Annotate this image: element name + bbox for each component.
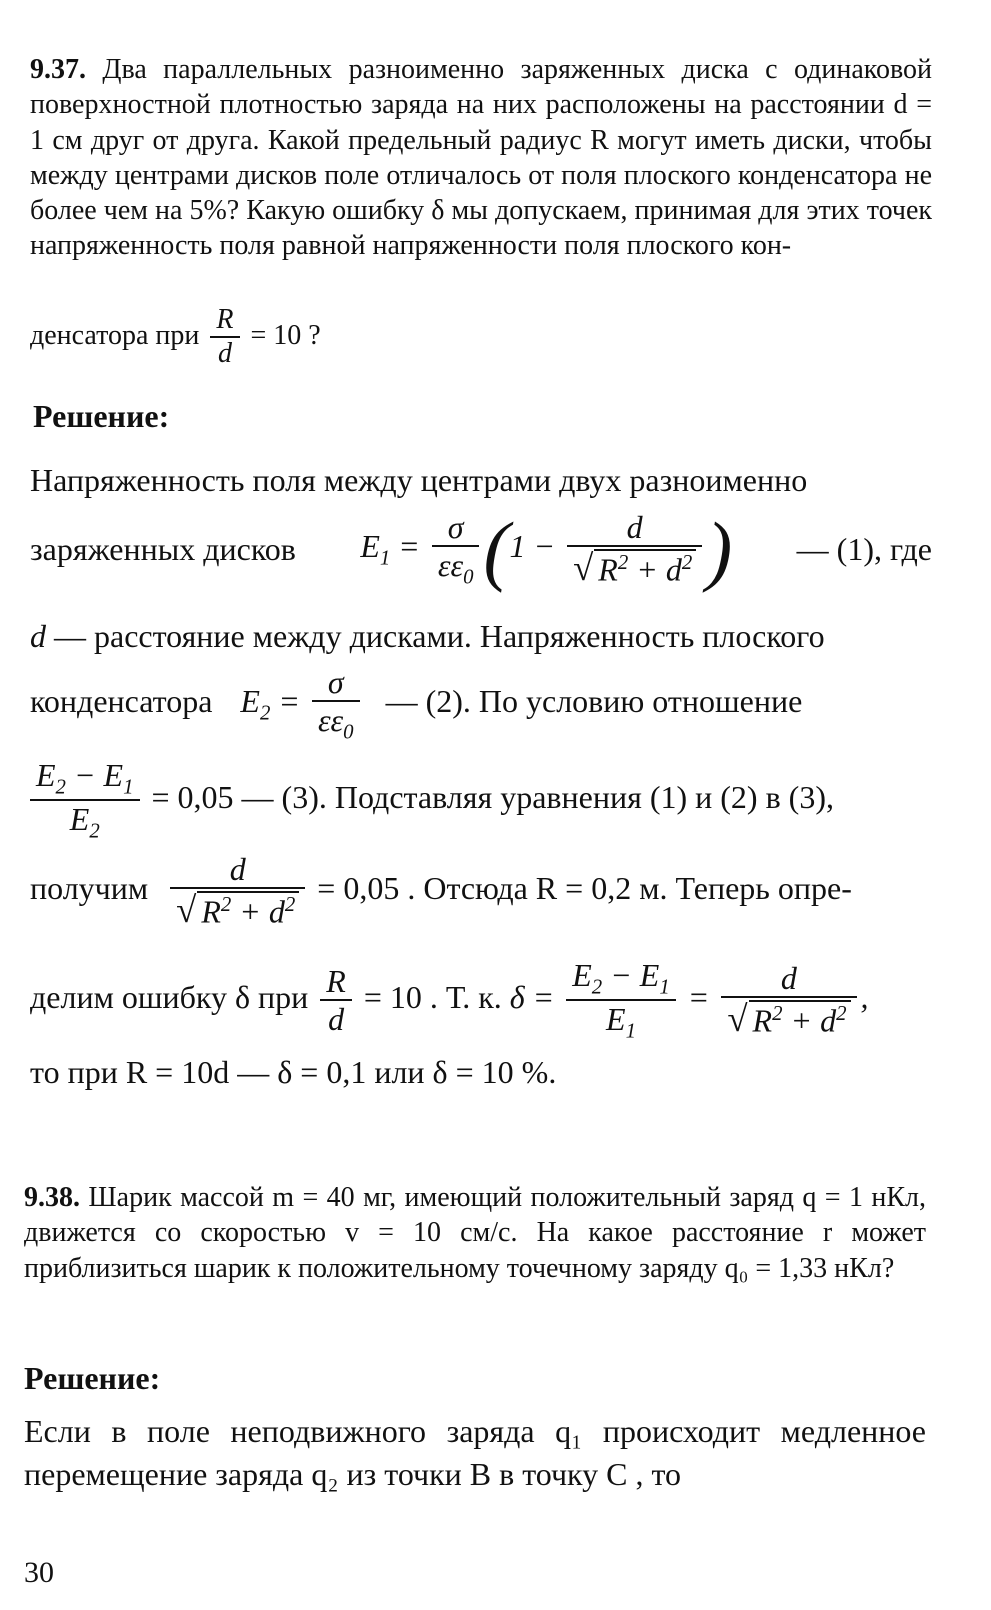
problem-9-38 — [24, 1180, 926, 1286]
solution-heading: Решение: — [24, 1360, 161, 1396]
solution-9-38-text: Если в поле неподвижного заряда q₁ происходит медленное перемещение заряда q₂ из точки B в точку C , то — [24, 1413, 926, 1493]
solution-line-3: d — расстояние между дисками. Напряженность плоского — [30, 618, 825, 654]
problem-number: 9.37. — [30, 54, 86, 85]
solution-line-6: получим $\frac{d}{√ R^2 + d^2}$ = 0,05 . Отсюда R = 0,2 м. Теперь опре- — [30, 851, 852, 931]
problem-9-37 — [30, 52, 932, 264]
problem-text: Два параллельных разноименно заряженных диска с одинаковой поверхностной плотностью заряда на них расположены на расстоянии d = 1 см друг от друга. Какой предельный радиус R могут иметь диски, чтобы между центрами дисков поле отличалось от поля плоского конденсатора не более чем на 5%? Какую ошибку δ мы допускаем, принимая для этих точек напряженность поля равной напряженности поля плоского кон- — [30, 54, 933, 262]
solution-heading: Решение: — [33, 398, 170, 434]
solution-line-2: заряженных дисков $E_1$ = $\frac{\sigma}{\varepsilon\varepsilon_0}$ (1 − $\frac{d}{√ R^2 + d^2}$ ) — (1), где — [30, 505, 932, 593]
solution-line-1: Напряженность поля между центрами двух разноименно — [30, 462, 808, 498]
problem-number: 9.38. — [24, 1182, 80, 1213]
formula-e1: $E_1$ = $\frac{\sigma}{\varepsilon\varepsilon_0}$ (1 − $\frac{d}{√ R^2 + d^2}$ ) — [360, 505, 733, 593]
solution-line-5: $\frac{E_2 - E_1}{E_2}$ = 0,05 — (3). Подставляя уравнения (1) и (2) в (3), — [30, 758, 932, 844]
fraction-r-over-d: $\frac{R}{d}$ — [210, 305, 239, 370]
solution-line-8: то при R = 10d — δ = 0,1 или δ = 10 %. — [30, 1054, 557, 1090]
problem-last-line: денсатора при $\frac{R}{d}$ = 10 ? — [30, 304, 321, 369]
solution-line-7: делим ошибку δ при $\frac{R}{d}$ = 10 . Т. к. δ = $\frac{E_2 - E_1}{E_1}$ = $\frac{d}{√ R^2 + d^2}$ , — [30, 957, 869, 1043]
solution-line-4: конденсатора $E_2$ = $\frac{\sigma}{\varepsilon\varepsilon_0}$ — (2). По условию отношение — [30, 664, 803, 744]
problem-text: Шарик массой m = 40 мг, имеющий положительный заряд q = 1 нКл, движется со скоростью v = 10 см/с. На какое расстояние r может приблизиться шарик к положительному точечному заряду q₀ = 1,33 нКл? — [24, 1182, 927, 1284]
page-number: 30 — [24, 1556, 54, 1589]
